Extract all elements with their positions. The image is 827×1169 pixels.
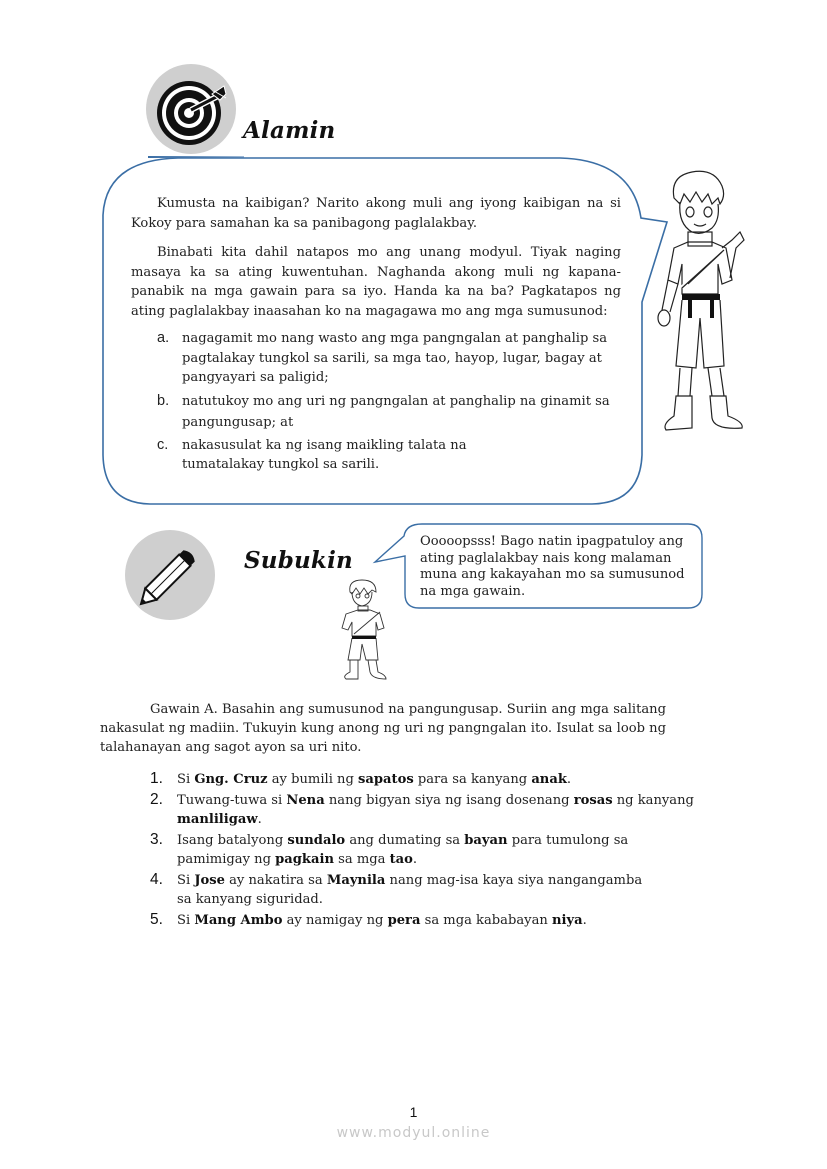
questions-list [150,770,710,930]
text-segment: ang dumating sa [345,833,465,848]
gawain-instructions [100,700,666,757]
text-segment: para sa kanyang [413,772,532,787]
bold-noun: Jose [194,873,225,888]
alamin-title: Alamin [243,117,336,144]
question-item [150,871,710,909]
page-number: 1 [409,1104,418,1120]
question-text [177,873,642,907]
bold-noun: bayan [464,833,508,848]
question-number: 4. [150,871,163,888]
kokoy-small-character-illustration [338,578,390,682]
text-segment: ay bumili ng [267,772,359,787]
text-segment: sa mga kababayan [420,913,552,928]
text-segment: . [412,852,418,867]
question-item [150,770,710,789]
question-text [177,793,694,827]
text-segment: ay nakatira sa [224,873,327,888]
question-text [177,833,628,867]
text-segment: . [566,772,572,787]
objective-text: natutukoy mo ang uri ng pangngalan at panghalip na ginamit sa pangungusap; at [182,393,610,430]
bold-noun: pera [387,913,421,928]
bold-noun: manliligaw [177,812,258,827]
bold-noun: Nena [286,793,325,808]
bold-noun: tao [389,852,413,867]
question-text [177,772,571,787]
text-segment: Isang batalyong [177,833,288,848]
question-item [150,911,710,930]
text-segment: Si [177,873,195,888]
bold-noun: niya [551,913,583,928]
subukin-title: Subukin [244,547,353,574]
question-number: 1. [150,770,163,787]
bold-noun: rosas [573,793,613,808]
bold-noun: sundalo [287,833,346,848]
text-segment: . [582,913,587,928]
text-segment: para tumulong sa pamimigay ng [177,833,629,867]
bold-noun: Mang Ambo [194,913,283,928]
text-segment: Si [177,913,195,928]
subukin-bubble-text: Ooooopsss! Bago natin ipagpatuloy ang ating paglalakbay nais kong malaman muna ang kakayahan mo sa sumusunod na mga gawain. [420,534,685,599]
bold-noun: Gng. Cruz [194,772,268,787]
question-number: 2. [150,791,163,808]
gawain-instructions-text: Gawain A. Basahin ang sumusunod na pangungusap. Suriin ang mga salitang nakasulat ng madiin. Tukuyin kung anong ng uri ng pangngalan ito. Isulat sa loob ng talahanayan ang sagot ayon sa uri nito. [100,702,666,755]
question-text [177,913,587,928]
intro-paragraph: Binabati kita dahil natapos mo ang unang modyul. Tiyak naging masaya ka sa ating kuwentuhan. Naghanda akong muli ng kapana-panabik na mga gawain para sa iyo. Handa ka na ba? Pagkatapos ng ating paglalakbay inaasahan ko na magagawa mo ang mga sumusunod: [131,245,621,319]
text-segment: . [257,812,262,827]
question-number: 3. [150,831,163,848]
question-item [150,831,710,869]
objective-marker: a. [157,330,170,346]
bold-noun: Maynila [326,873,386,888]
watermark: www.modyul.online [336,1125,491,1141]
greeting-paragraph: Kumusta na kaibigan? Narito akong muli ang iyong kaibigan na si Kokoy para samahan ka sa panibagong paglalakbay. [131,196,621,231]
text-segment: nang bigyan siya ng isang dosenang [324,793,574,808]
question-number: 5. [150,911,163,928]
objective-marker: c. [157,436,169,453]
text-segment: ay namigay ng [282,913,388,928]
objective-text: nakasusulat ka ng isang maikling talata na tumatalakay tungkol sa sarili. [182,437,467,472]
objective-marker: b. [157,392,170,409]
bold-noun: pagkain [275,852,334,867]
bold-noun: anak [531,772,567,787]
question-item [150,791,710,829]
text-segment: Tuwang-tuwa si [177,793,287,808]
bold-noun: sapatos [358,772,414,787]
text-segment: ng kanyang [612,793,694,808]
text-segment: Si [177,772,195,787]
objective-text: nagagamit mo nang wasto ang mga pangngalan at panghalip sa pagtalakay tungkol sa sarili, sa mga tao, hayop, lugar, bagay at pangyayari sa paligid; [182,331,608,385]
text-segment: nang mag-isa kaya siya nangangamba sa kanyang siguridad. [177,873,643,907]
text-segment: sa mga [333,852,390,867]
